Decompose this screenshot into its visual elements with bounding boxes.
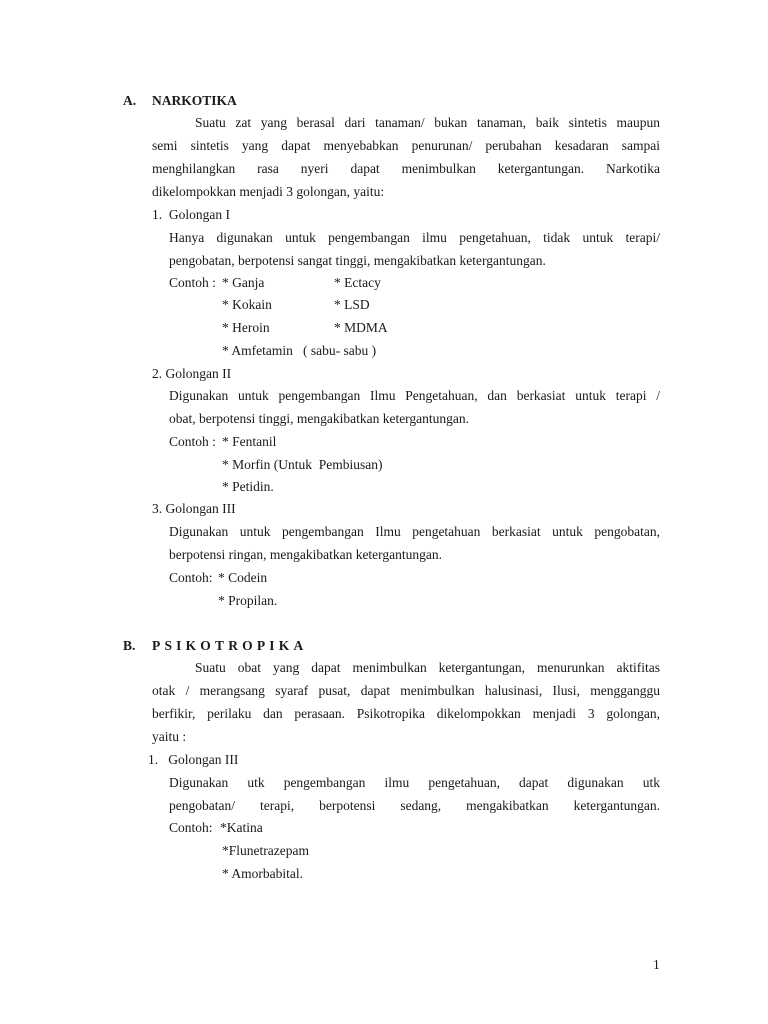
golongan-1-contoh-label: Contoh :: [169, 275, 216, 290]
example-item: * Morfin (Untuk Pembiusan): [222, 457, 383, 472]
golongan-3-heading: 3. Golongan III: [152, 501, 236, 516]
example-item: * Ganja: [222, 275, 265, 290]
section-b-para-line: yaitu :: [152, 729, 187, 744]
golongan-2-heading: 2. Golongan II: [152, 366, 232, 381]
example-item: * Propilan.: [218, 593, 278, 608]
example-item: * Fentanil: [222, 434, 277, 449]
section-a-title: NARKOTIKA: [152, 93, 237, 108]
golongan-1-desc-line: pengobatan, berpotensi sangat tinggi, mengakibatkan ketergantungan.: [169, 253, 546, 268]
section-a-para-line: dikelompokkan menjadi 3 golongan, yaitu:: [152, 184, 385, 199]
example-item: *Flunetrazepam: [222, 843, 309, 858]
section-b-para-line: otak / merangsang syaraf pusat, dapat menimbulkan halusinasi, Ilusi, mengganggu: [152, 683, 660, 698]
section-b-marker: B.: [123, 638, 136, 653]
example-item: * Amorbabital.: [222, 866, 303, 881]
section-a-marker: A.: [123, 93, 137, 108]
example-item: * Ectacy: [334, 275, 381, 290]
golongan-3-desc-line: Digunakan untuk pengembangan Ilmu pengetahuan berkasiat untuk pengobatan,: [169, 524, 660, 539]
golongan-1-heading: 1. Golongan I: [152, 207, 230, 222]
golongan-2-contoh-label: Contoh :: [169, 434, 216, 449]
example-item: * Kokain: [222, 297, 272, 312]
psiko-golongan-desc-line: pengobatan/ terapi, berpotensi sedang, mengakibatkan ketergantungan.: [169, 798, 660, 813]
psiko-golongan-contoh-label: Contoh:: [169, 820, 213, 835]
golongan-1-desc-line: Hanya digunakan untuk pengembangan ilmu pengetahuan, tidak untuk terapi/: [169, 230, 660, 245]
golongan-2-desc-line: obat, berpotensi tinggi, mengakibatkan ketergantungan.: [169, 411, 470, 426]
golongan-3-contoh-label: Contoh:: [169, 570, 213, 585]
example-item: * Amfetamin ( sabu- sabu ): [222, 343, 377, 358]
section-b-para-line: Suatu obat yang dapat menimbulkan ketergantungan, menurunkan aktifitas: [195, 660, 660, 675]
psiko-golongan-heading: 1. Golongan III: [148, 752, 239, 767]
golongan-2-desc-line: Digunakan untuk pengembangan Ilmu Pengetahuan, dan berkasiat untuk terapi /: [169, 388, 660, 403]
example-item: * Petidin.: [222, 479, 274, 494]
page-number: 1: [653, 957, 660, 972]
example-item: * LSD: [334, 297, 370, 312]
section-a-para-line: semi sintetis yang dapat menyebabkan penurunan/ perubahan kesadaran sampai: [152, 138, 660, 153]
example-item: *Katina: [220, 820, 263, 835]
example-item: * Heroin: [222, 320, 270, 335]
golongan-3-desc-line: berpotensi ringan, mengakibatkan ketergantungan.: [169, 547, 443, 562]
psiko-golongan-desc-line: Digunakan utk pengembangan ilmu pengetahuan, dapat digunakan utk: [169, 775, 660, 790]
example-item: * MDMA: [334, 320, 388, 335]
section-b-para-line: berfikir, perilaku dan perasaan. Psikotropika dikelompokkan menjadi 3 golongan,: [152, 706, 660, 721]
section-a-para-line: Suatu zat yang berasal dari tanaman/ bukan tanaman, baik sintetis maupun: [195, 115, 660, 130]
example-item: * Codein: [218, 570, 268, 585]
section-b-title: PSIKOTROPIKA: [152, 638, 308, 653]
section-a-para-line: menghilangkan rasa nyeri dapat menimbulkan ketergantungan. Narkotika: [152, 161, 660, 176]
